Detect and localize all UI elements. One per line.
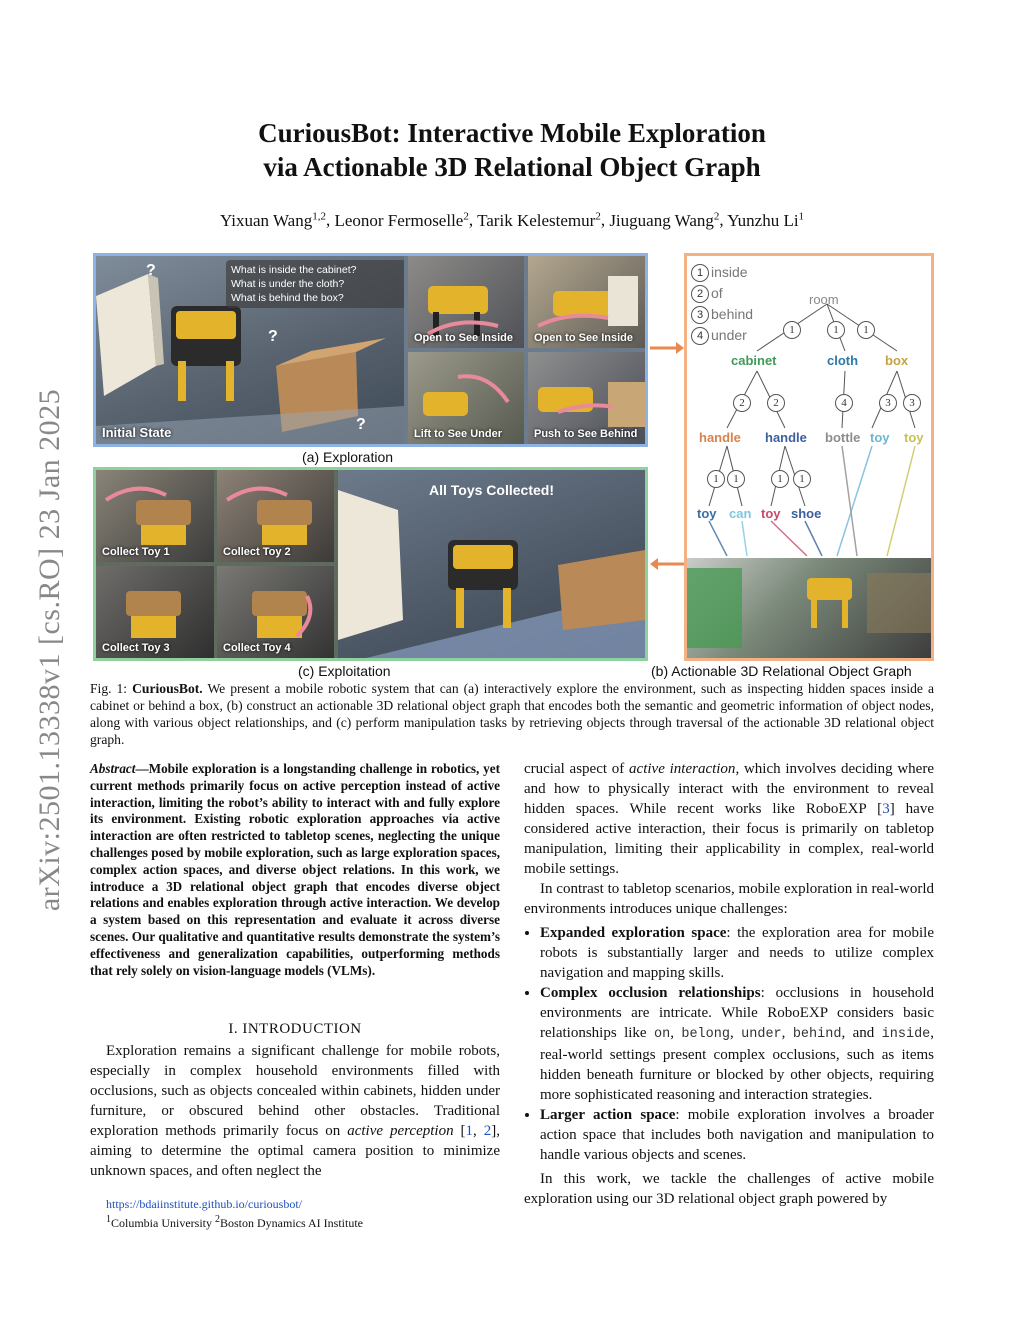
exploitation-tile	[96, 470, 214, 562]
node-handle: handle	[699, 430, 741, 445]
right-arrow-icon	[676, 342, 684, 354]
arxiv-stamp	[30, 360, 70, 940]
edge-label: 1	[827, 321, 845, 339]
node-room: room	[809, 292, 839, 307]
question: What is under the cloth?	[231, 278, 345, 290]
exploration-caption: (a) Exploration	[302, 449, 394, 465]
tile-label: Collect Toy 4	[223, 642, 291, 654]
node-toy: toy	[870, 430, 890, 445]
title-line-2: via Actionable 3D Relational Object Graph	[263, 152, 761, 182]
node-toy: toy	[697, 506, 717, 521]
exploration-tile	[528, 352, 645, 444]
list-item: • Expanded exploration space: the exploration area for mobile robots is substantially larger and needs to utilize complex navigation and mapping skills.	[540, 923, 934, 983]
author: Jiuguang Wang$^2$	[609, 210, 720, 230]
edge-label: 2	[767, 394, 785, 412]
figure-name: CuriousBot.	[132, 681, 203, 696]
citation-link[interactable]: 3	[882, 801, 890, 817]
question: What is inside the cabinet?	[231, 264, 357, 276]
edge-label: 1	[857, 321, 875, 339]
paragraph: In this work, we tackle the challenges of active mobile exploration using our 3D relational object graph powered by	[524, 1171, 934, 1207]
edge-label: 1	[793, 470, 811, 488]
node-toy: toy	[761, 506, 781, 521]
edge-label: 3	[903, 394, 921, 412]
paragraph: crucial aspect of active interaction, which involves deciding where and how to physically interact with the environment to reveal hidden spaces. While recent works like RoboEXP [3] have considered active interaction, their focus is primarily on tabletop manipulation, limiting their applicability in complex, real-world mobile settings.	[524, 761, 934, 877]
tile-label: Open to See Inside	[534, 332, 634, 344]
point-cloud-render	[687, 558, 931, 658]
intro-right-column	[524, 759, 934, 1209]
legend-item: 4 under	[691, 325, 753, 346]
node-can: can	[729, 506, 752, 521]
edge-label: 1	[771, 470, 789, 488]
tile-label: Push to See Behind	[534, 428, 638, 440]
question: What is behind the box?	[231, 292, 344, 304]
abstract: Abstract—Mobile exploration is a longstanding challenge in robotics, yet current methods primarily focus on active perception instead of active interaction, limiting the robot’s ability to interact with and fully explore its environment. Existing robotic exploration approaches via active interaction are often restricted to tabletop scenes, neglecting the unique challenges posed by mobile exploration, such as large exploration spaces, complex action spaces, and diverse object relations. In this work, we introduce a 3D relational object graph that encodes diverse object relations and enables exploration through active interaction. We develop a system based on this representation and evaluate it across diverse scenes. Our qualitative and quantitative results demonstrate the system’s effectiveness and generalization capabilities, outperforming methods that rely solely on vision-language models (VLMs).	[90, 761, 500, 978]
cabinet-shape	[96, 274, 156, 396]
all-toys-banner: All Toys Collected!	[429, 482, 554, 498]
list-item: • Complex occlusion relationships: occlusions in household environments are intricate. While RoboEXP considers basic relationships like on, belong, under, behind, and inside, real-world settings present complex occlusions, such as items hidden beneath furniture or blocked by other objects, requiring more sophisticated reasoning and interaction strategies.	[540, 983, 934, 1105]
exploration-tile	[408, 352, 524, 444]
all-toys-photo	[338, 470, 645, 658]
author: Yixuan Wang$^{1,2}$	[219, 210, 326, 230]
tile-label: Collect Toy 1	[102, 546, 170, 558]
node-shoe: shoe	[791, 506, 822, 521]
exploitation-tile	[217, 470, 334, 562]
node-handle: handle	[765, 430, 807, 445]
author-list: Yixuan Wang$^{1,2}$, Leonor Fermoselle$^2$, Tarik Kelestemur$^2$, Jiuguang Wang$^2$, Yunzhu Li$^1$	[219, 210, 805, 230]
question-mark: ?	[356, 416, 366, 433]
legend-item: 3 behind	[691, 304, 753, 325]
edge-label: 1	[727, 470, 745, 488]
initial-state-photo	[96, 256, 404, 444]
tile-label: Open to See Inside	[414, 332, 514, 344]
node-cabinet: cabinet	[731, 353, 777, 368]
abstract-text: Mobile exploration is a longstanding challenge in robotics, yet current methods primarily focus on active perception instead of active interaction, limiting the robot’s ability to interact with and fully explore its environment. Existing robotic exploration approaches via active interaction are often restricted to tabletop scenes, neglecting the unique challenges posed by mobile exploration, such as large exploration spaces, complex action spaces, and diverse object relations. In this work, we introduce a 3D relational object graph that encodes diverse object relations and enables exploration through active interaction. We develop a system based on this representation and evaluate it across diverse scenes. Our qualitative and quantitative results demonstrate the system’s effectiveness and generalization capabilities, outperforming methods that rely solely on vision-language models (VLMs).	[90, 761, 500, 978]
arxiv-id: arXiv:2501.13338v1 [cs.RO] 23 Jan 2025	[33, 388, 66, 912]
exploitation-caption: (c) Exploitation	[298, 663, 391, 679]
node-bottle: bottle	[825, 430, 861, 445]
figure-caption-text: We present a mobile robotic system that can (a) interactively explore the environment, such as inspecting hidden spaces inside a cabinet or behind a box, (b) construct an actionable 3D relational object graph that encodes both the semantic and geometric information of object nodes, along with various object relationships, and (c) perform manipulation tasks by retrieving objects through traversal of the actionable 3D relational object graph.	[90, 681, 934, 747]
graph-panel	[684, 253, 934, 661]
paper-title	[160, 116, 864, 184]
author: Yunzhu Li$^1$	[727, 210, 805, 230]
node-cloth: cloth	[827, 353, 859, 368]
citation-link[interactable]: 1	[465, 1123, 474, 1139]
author: Tarik Kelestemur$^2$	[477, 210, 601, 230]
exploration-tile	[408, 256, 524, 348]
graph-caption: (b) Actionable 3D Relational Object Graph	[651, 663, 912, 679]
legend-item: 2 of	[691, 283, 753, 304]
exploitation-tile	[217, 566, 334, 658]
legend-item: 1 inside	[691, 262, 753, 283]
question-mark: ?	[146, 262, 156, 279]
figure-caption	[90, 680, 934, 748]
author: Leonor Fermoselle$^2$	[334, 210, 469, 230]
project-url[interactable]: https://bdaiinstitute.github.io/curiousbot/	[106, 1197, 302, 1211]
challenge-list	[524, 923, 934, 1165]
tile-label: Lift to See Under	[414, 428, 503, 440]
abstract-label: Abstract	[90, 761, 136, 776]
footnote: https://bdaiinstitute.github.io/curiousbot/ $^1$Columbia University $^2$Boston Dynamics AI Institute	[106, 1197, 363, 1230]
flow-arrows	[648, 338, 684, 578]
section-heading: I. INTRODUCTION	[228, 1021, 362, 1037]
edge-label: 3	[879, 394, 897, 412]
question-mark: ?	[268, 328, 278, 345]
figure-label: Fig. 1:	[90, 681, 128, 696]
left-arrow-icon	[650, 558, 658, 570]
question-box	[226, 260, 404, 308]
initial-state-label: Initial State	[102, 425, 172, 440]
exploration-tile	[528, 256, 645, 348]
intro-paragraph: Exploration remains a significant challenge for mobile robots, especially in complex household environments filled with occlusions, such as objects concealed within cabinets, hidden under furniture, or obscured behind other obstacles. Traditional exploration methods primarily focus on active perception [1, 2], aiming to determine the optimal camera position to minimize unknown spaces, and often neglect the	[90, 1043, 501, 1179]
node-toy: toy	[904, 430, 924, 445]
paragraph: In contrast to tabletop scenarios, mobile exploration in real-world environments introduces unique challenges:	[524, 881, 934, 917]
node-box: box	[885, 353, 909, 368]
edge-label: 4	[835, 394, 853, 412]
tile-label: Collect Toy 3	[102, 642, 170, 654]
exploitation-panel	[93, 467, 648, 661]
title-line-1: CuriousBot: Interactive Mobile Exploration	[258, 118, 766, 148]
edge-label: 1	[783, 321, 801, 339]
citation-link[interactable]: 2	[483, 1123, 492, 1139]
tile-label: Collect Toy 2	[223, 546, 291, 558]
exploration-panel	[93, 253, 648, 447]
exploitation-tile	[96, 566, 214, 658]
edge-label: 1	[707, 470, 725, 488]
edge-label: 2	[733, 394, 751, 412]
list-item: • Larger action space: mobile exploration involves a broader action space that includes both navigation and manipulation to handle various objects and scenes.	[540, 1105, 934, 1165]
